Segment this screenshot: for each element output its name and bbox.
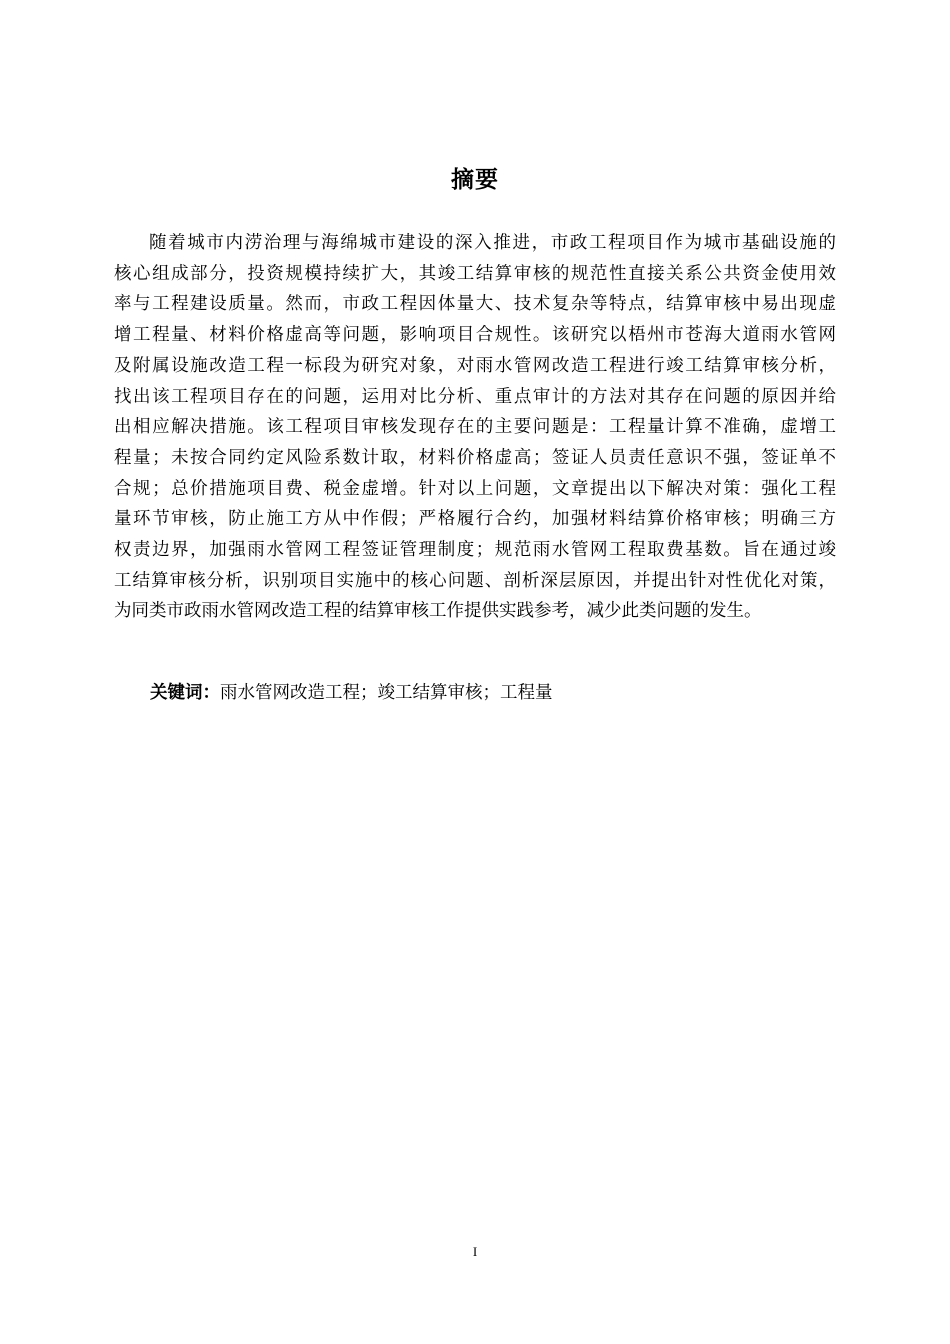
abstract-line: 率与工程建设质量。然而，市政工程因体量大、技术复杂等特点，结算审核中易出现虚 xyxy=(114,294,836,315)
keywords-label: 关键词： xyxy=(150,683,220,703)
abstract-line: 合规；总价措施项目费、税金虚增。针对以上问题，文章提出以下解决对策：强化工程 xyxy=(114,478,836,499)
abstract-title: 摘要 xyxy=(451,167,499,193)
page-number: I xyxy=(472,1244,478,1259)
abstract-line: 找出该工程项目存在的问题，运用对比分析、重点审计的方法对其存在问题的原因并给 xyxy=(114,386,836,407)
abstract-line: 为同类市政雨水管网改造工程的结算审核工作提供实践参考，减少此类问题的发生。 xyxy=(114,601,762,622)
abstract-line: 工结算审核分析，识别项目实施中的核心问题、剖析深层原因，并提出针对性优化对策， xyxy=(114,570,836,591)
abstract-line: 增工程量、材料价格虚高等问题，影响项目合规性。该研究以梧州市苍海大道雨水管网 xyxy=(114,325,836,346)
abstract-line: 核心组成部分，投资规模持续扩大，其竣工结算审核的规范性直接关系公共资金使用效 xyxy=(114,263,836,284)
keywords-value: 雨水管网改造工程；竣工结算审核；工程量 xyxy=(220,683,553,703)
abstract-line: 出相应解决措施。该工程项目审核发现存在的主要问题是：工程量计算不准确，虚增工 xyxy=(114,417,836,438)
abstract-line: 及附属设施改造工程一标段为研究对象，对雨水管网改造工程进行竣工结算审核分析， xyxy=(114,355,836,376)
abstract-line: 量环节审核，防止施工方从中作假；严格履行合约，加强材料结算价格审核；明确三方 xyxy=(114,509,836,530)
abstract-line: 权责边界，加强雨水管网工程签证管理制度；规范雨水管网工程取费基数。旨在通过竣 xyxy=(114,540,836,561)
abstract-body xyxy=(114,228,836,627)
keywords xyxy=(150,678,553,708)
abstract-line: 随着城市内涝治理与海绵城市建设的深入推进，市政工程项目作为城市基础设施的 xyxy=(149,233,836,253)
abstract-line: 程量；未按合同约定风险系数计取，材料价格虚高；签证人员责任意识不强，签证单不 xyxy=(114,447,836,468)
